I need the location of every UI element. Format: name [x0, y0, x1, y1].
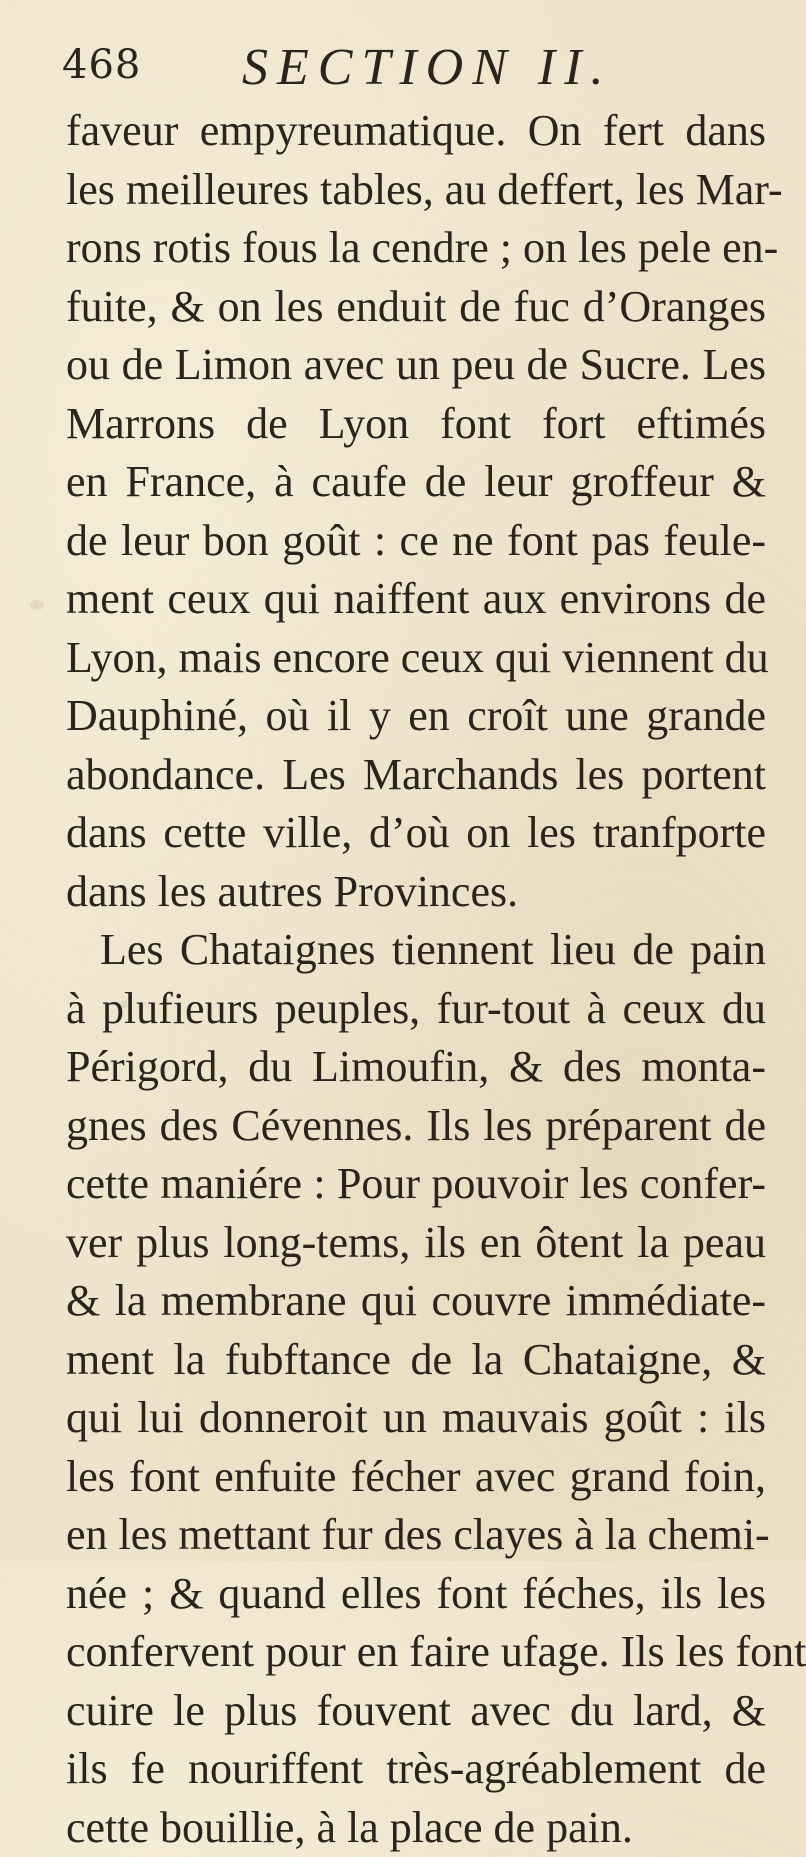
ink-speck	[30, 600, 44, 610]
text-line: rons rotis fous la cendre ; on les pele en-	[66, 219, 766, 278]
text-line: à plufieurs peuples, fur-tout à ceux du	[66, 980, 766, 1039]
text-line: dans cette ville, d’où on les tranfporte	[66, 804, 766, 863]
text-line: faveur empyreumatique. On fert dans	[66, 102, 766, 161]
text-line: Lyon, mais encore ceux qui viennent du	[66, 629, 766, 688]
text-line: ver plus long-tems, ils en ôtent la peau	[66, 1214, 766, 1273]
text-line: ou de Limon avec un peu de Sucre. Les	[66, 336, 766, 395]
text-line: née ; & quand elles font féches, ils les	[66, 1565, 766, 1624]
paragraph-1	[66, 102, 766, 921]
text-line: cette maniére : Pour pouvoir les confer-	[66, 1155, 766, 1214]
text-line: les font enfuite fécher avec grand foin,	[66, 1448, 766, 1507]
text-line: cette bouillie, à la place de pain.	[66, 1799, 766, 1857]
text-line: abondance. Les Marchands les portent	[66, 746, 766, 805]
text-line: ils fe nouriffent très-agréablement de	[66, 1740, 766, 1799]
text-line: en France, à caufe de leur groffeur &	[66, 453, 766, 512]
text-line: Dauphiné, où il y en croît une grande	[66, 687, 766, 746]
text-line: fuite, & on les enduit de fuc d’Oranges	[66, 278, 766, 337]
text-line: cuire le plus fouvent avec du lard, &	[66, 1682, 766, 1741]
text-line: les meilleures tables, au deffert, les Mar-	[66, 161, 766, 220]
text-line: dans les autres Provinces.	[66, 863, 766, 922]
text-line: ment la fubftance de la Chataigne, &	[66, 1331, 766, 1390]
page-number: 468	[62, 42, 141, 88]
text-line: & la membrane qui couvre immédiate-	[66, 1272, 766, 1331]
page-header	[62, 38, 762, 100]
text-line: ment ceux qui naiffent aux environs de	[66, 570, 766, 629]
text-line: Périgord, du Limoufin, & des monta-	[66, 1038, 766, 1097]
text-line: Les Chataignes tiennent lieu de pain	[66, 921, 766, 980]
text-line: gnes des Cévennes. Ils les préparent de	[66, 1097, 766, 1156]
text-line: qui lui donneroit un mauvais goût : ils	[66, 1389, 766, 1448]
body-text	[66, 102, 766, 1857]
text-line: Marrons de Lyon font fort eftimés	[66, 395, 766, 454]
paragraph-2	[66, 921, 766, 1857]
text-line: en les mettant fur des clayes à la chemi-	[66, 1506, 766, 1565]
running-head: SECTION II.	[242, 38, 613, 97]
text-line: de leur bon goût : ce ne font pas feule-	[66, 512, 766, 571]
text-line: confervent pour en faire ufage. Ils les font	[66, 1623, 766, 1682]
